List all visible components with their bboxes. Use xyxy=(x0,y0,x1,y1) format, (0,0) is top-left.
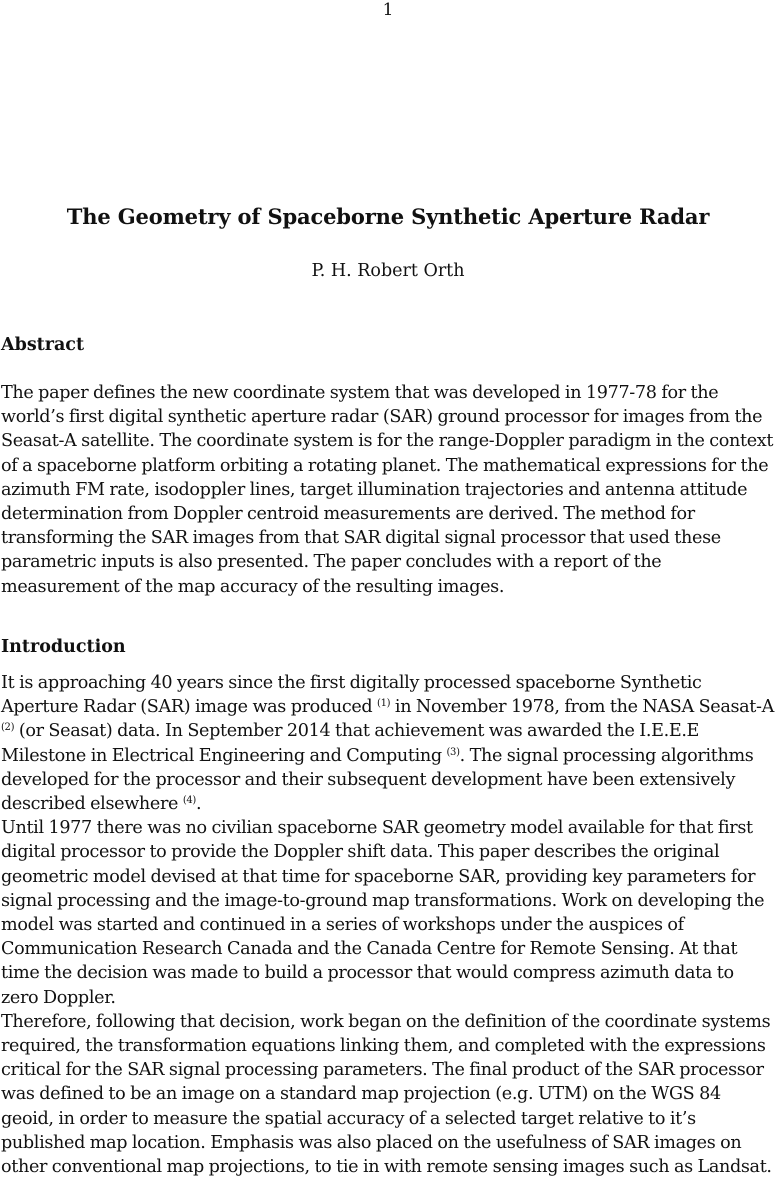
intro-text-segment: in November 1978, from the NASA Seasat-A xyxy=(390,697,774,718)
paper-title: The Geometry of Spaceborne Synthetic Aperture Radar xyxy=(66,204,710,229)
page-number: 1 xyxy=(382,0,394,20)
introduction-paragraph-1 xyxy=(1,671,775,816)
reference-marker: (1) xyxy=(377,698,391,710)
abstract-heading: Abstract xyxy=(1,335,85,355)
intro-text-segment: (or Seasat) data. In September 2014 that achievement was awarded the I.E.E.E Milestone in Electrical Engineering and Computing xyxy=(1,721,700,766)
intro-text-segment: . xyxy=(195,794,202,815)
reference-marker: (4) xyxy=(182,795,196,807)
author-name: P. H. Robert Orth xyxy=(311,261,465,281)
abstract-text: The paper defines the new coordinate system that was developed in 1977-78 for the world’s first digital synthetic aperture radar (SAR) ground processor for images from the Seasat-A satellite. The coordinate system is for the range-Doppler paradigm in the context of a spaceborne platform orbiting a rotating planet. The mathematical expressions for the azimuth FM rate, isodoppler lines, target illumination trajectories and antenna attitude determination from Doppler centroid measurements are derived. The method for transforming the SAR images from that SAR digital signal processor that used these parametric inputs is also presented. The paper concludes with a report of the measurement of the map accuracy of the resulting images. xyxy=(1,383,774,597)
introduction-heading: Introduction xyxy=(1,637,126,657)
reference-marker: (3) xyxy=(446,746,460,758)
intro-text-segment: . The signal processing algorithms developed for the processor and their subsequent development have been extensively described elsewhere xyxy=(1,745,754,815)
intro-text-segment: It is approaching 40 years since the first digitally processed spaceborne Synthetic Aperture Radar (SAR) image was produced xyxy=(1,673,702,718)
reference-marker: (2) xyxy=(1,722,15,734)
introduction-paragraph-3: Therefore, following that decision, work began on the definition of the coordinate systems required, the transformation equations linking them, and completed with the expressions critical for the SAR signal processing parameters. The final product of the SAR processor was defined to be an image on a standard map projection (e.g. UTM) on the WGS 84 geoid, in order to measure the spatial accuracy of a selected target relative to it’s published map location. Emphasis was also placed on the usefulness of SAR images on other conventional map projections, to tie in with remote sensing images such as Landsat. xyxy=(1,1011,772,1178)
introduction-paragraph-2: Until 1977 there was no civilian spaceborne SAR geometry model available for that first digital processor to provide the Doppler shift data. This paper describes the original geometric model devised at that time for spaceborne SAR, providing key parameters for signal processing and the image-to-ground map transformations. Work on developing the model was started and continued in a series of workshops under the auspices of Communication Research Canada and the Canada Centre for Remote Sensing. At that time the decision was made to build a processor that would compress azimuth data to zero Doppler. xyxy=(1,818,765,1008)
introduction-body xyxy=(1,671,775,1179)
